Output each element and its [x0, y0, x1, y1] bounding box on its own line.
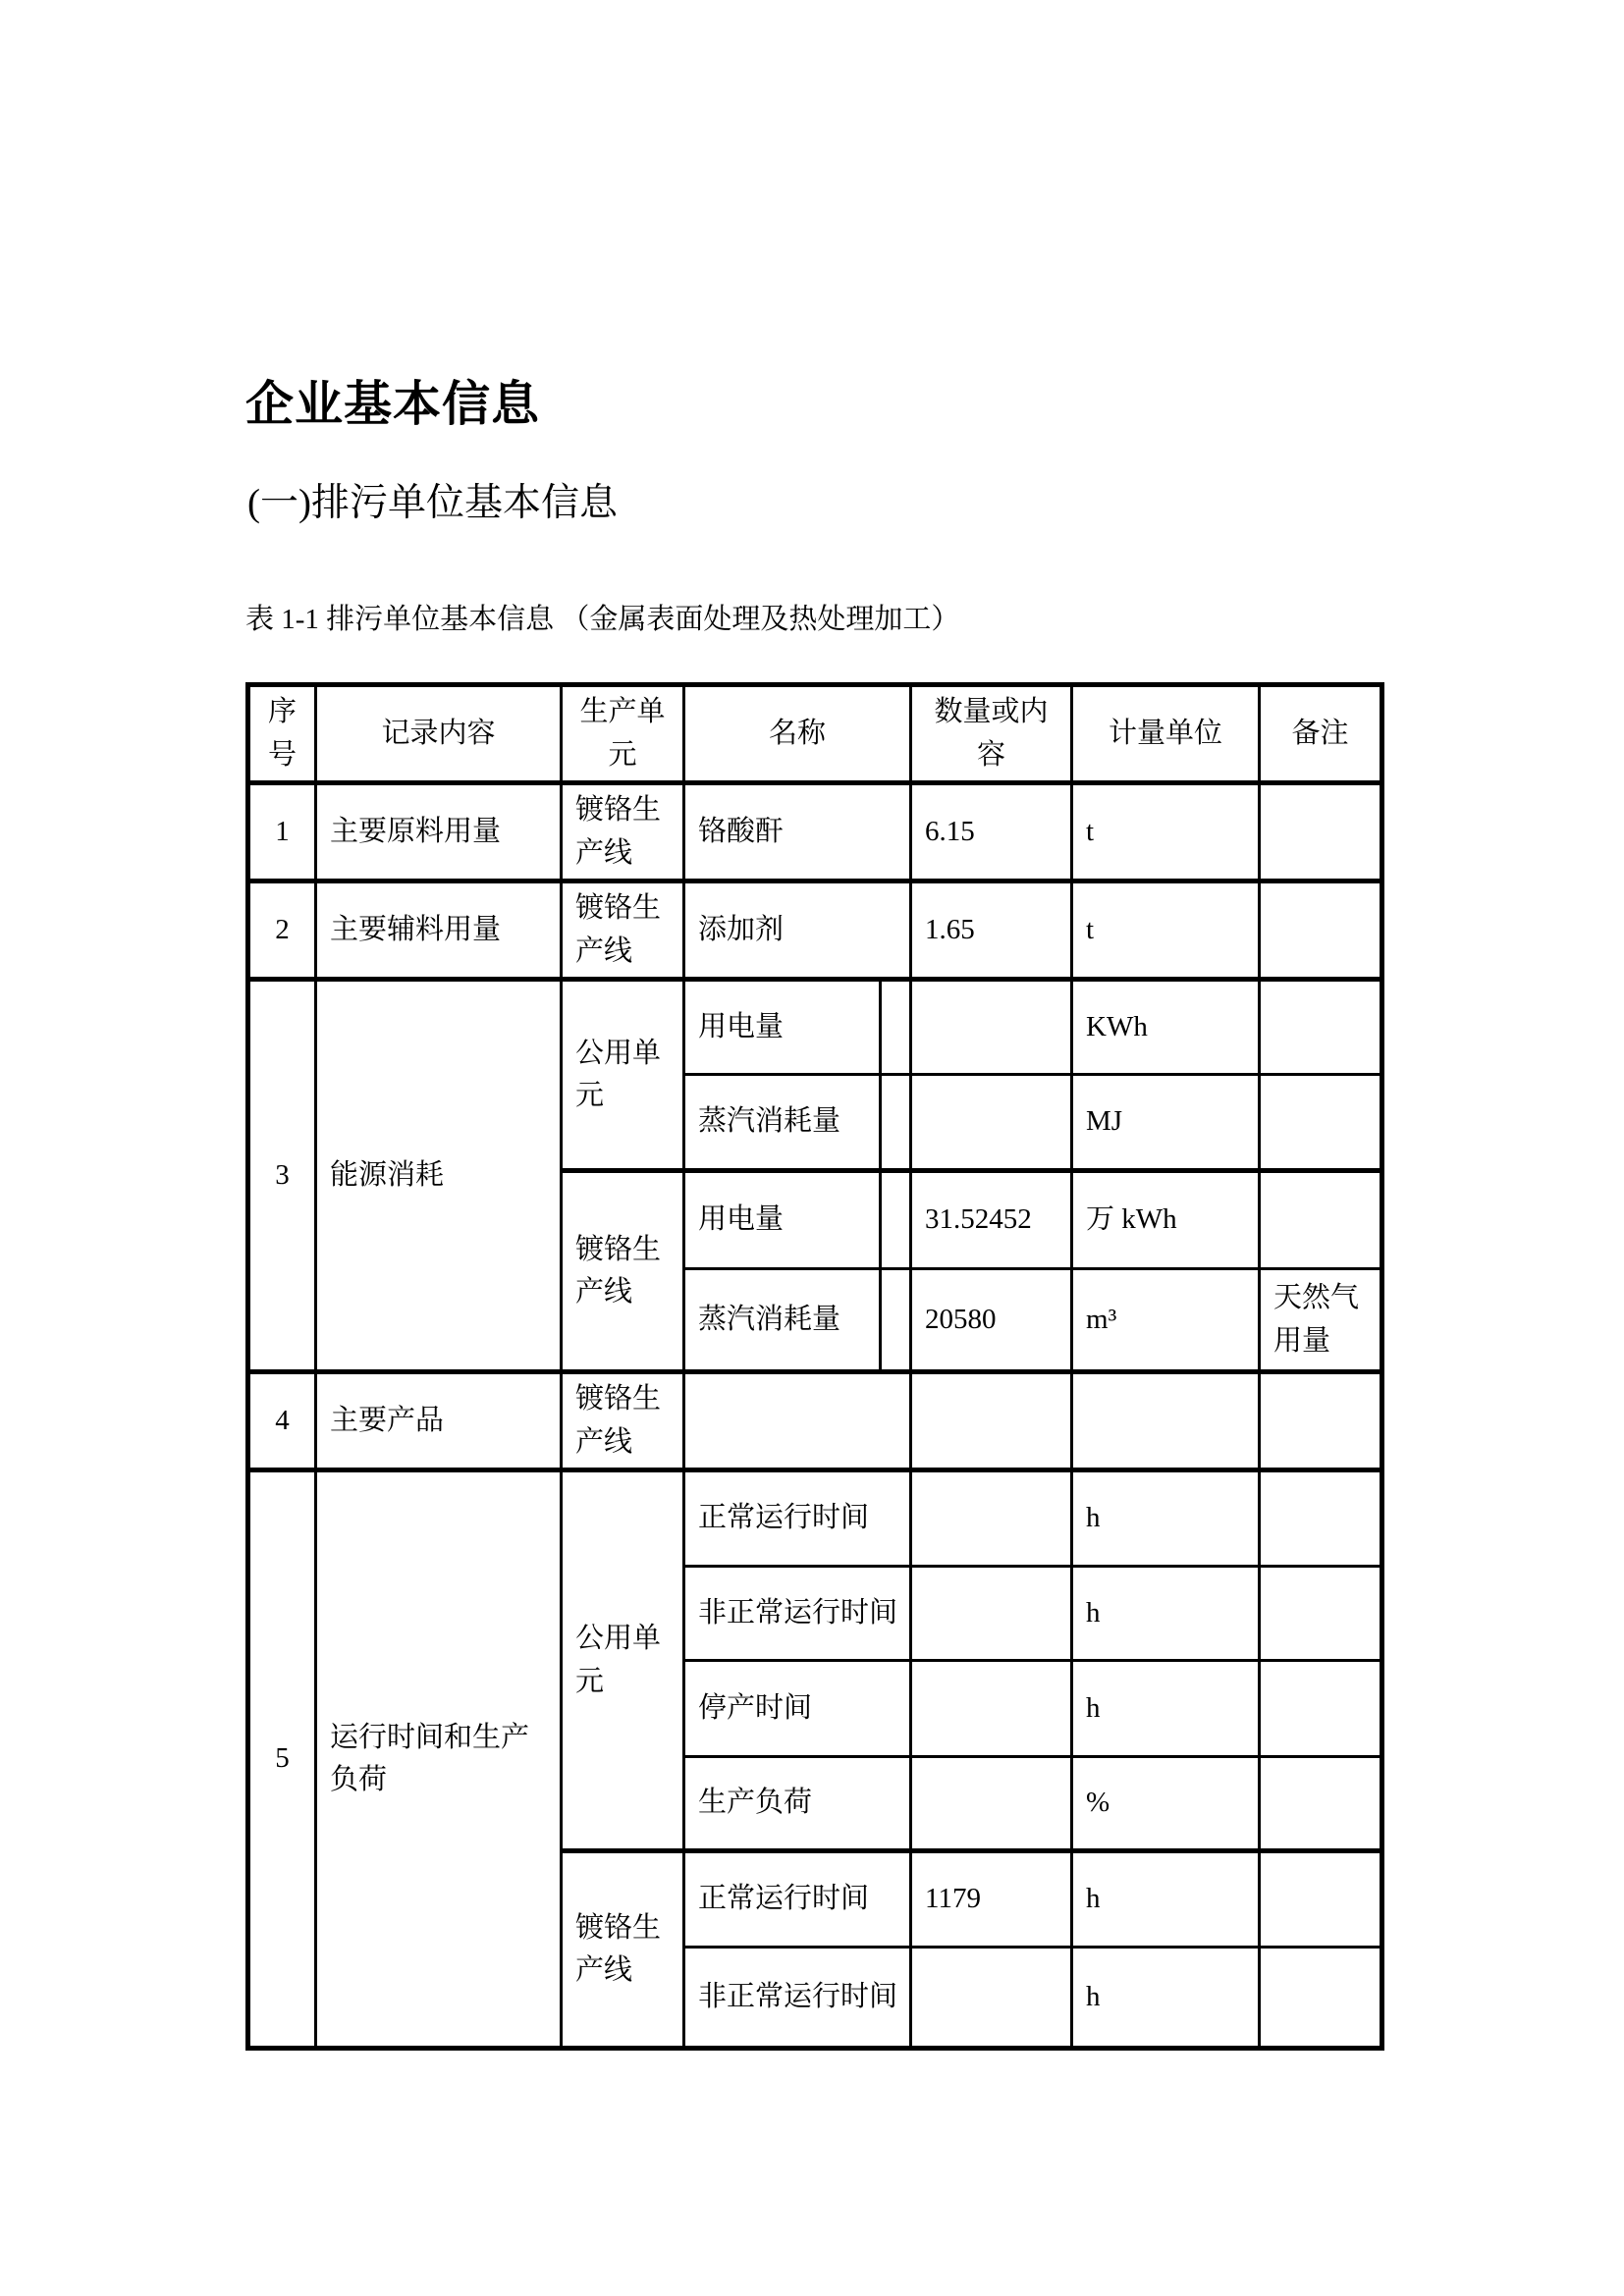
row3-group2-item2-measure-cell: m³ — [1072, 1269, 1260, 1372]
row3-group1-item1-name-cell: 用电量 — [684, 980, 881, 1075]
row1-content-cell: 主要原料用量 — [316, 783, 562, 881]
row4-measure-cell — [1072, 1372, 1260, 1470]
row4-name-cell — [684, 1372, 911, 1470]
row5-group1-item1-measure-cell: h — [1072, 1470, 1260, 1567]
table-row — [248, 881, 1382, 980]
header-cell-shengchan-danyuan — [562, 685, 684, 783]
row5-group2-item2-note-cell — [1260, 1948, 1382, 2049]
table-row — [248, 1372, 1382, 1470]
row2-content-cell: 主要辅料用量 — [316, 881, 562, 980]
row5-group1-item4-note-cell — [1260, 1757, 1382, 1851]
row5-group1-item3-name-cell: 停产时间 — [684, 1661, 911, 1757]
row5-group2-item1-note-cell — [1260, 1851, 1382, 1948]
header-cell-xuhao — [248, 685, 316, 783]
row3-group2-item2-name-subcell — [881, 1269, 911, 1372]
row3-group1-item2-qty-cell — [911, 1075, 1072, 1171]
header-label-shengchan-danyuan: 生产单元 — [579, 696, 666, 771]
row2-no-cell: 2 — [248, 881, 316, 980]
row5-no-cell: 5 — [248, 1470, 316, 2049]
row1-note-cell — [1260, 783, 1382, 881]
row1-unit-cell: 镀铬生产线 — [562, 783, 684, 881]
row5-group1-item4-measure-cell: % — [1072, 1757, 1260, 1851]
row3-group2-item2-qty-cell: 20580 — [911, 1269, 1072, 1372]
header-cell-mingcheng — [684, 685, 911, 783]
row4-unit-cell: 镀铬生产线 — [562, 1372, 684, 1470]
header-label-mingcheng: 名称 — [769, 717, 827, 749]
header-label-shuliang-huo-neirong: 数量或内容 — [934, 696, 1049, 771]
row5-group1-item4-name-cell: 生产负荷 — [684, 1757, 911, 1851]
row2-measure-cell: t — [1072, 881, 1260, 980]
row3-group1-unit-cell: 公用单元 — [562, 980, 684, 1171]
row5-content-cell: 运行时间和生产负荷 — [316, 1470, 562, 2049]
header-cell-beizhu — [1260, 685, 1382, 783]
row5-group2-item1-name-cell: 正常运行时间 — [684, 1851, 911, 1948]
row3-group1-item2-name-subcell — [881, 1075, 911, 1171]
row3-group2-item1-qty-cell: 31.52452 — [911, 1171, 1072, 1269]
row5-group1-item1-name-cell: 正常运行时间 — [684, 1470, 911, 1567]
row2-note-cell — [1260, 881, 1382, 980]
row5-group2-item2-qty-cell — [911, 1948, 1072, 2049]
row4-no-cell: 4 — [248, 1372, 316, 1470]
header-label-jiliang-danwei: 计量单位 — [1109, 717, 1223, 749]
row3-content-cell: 能源消耗 — [316, 980, 562, 1372]
row3-group2-item2-note-cell: 天然气用量 — [1260, 1269, 1382, 1372]
header-label-jilu-neirong: 记录内容 — [381, 717, 496, 749]
row5-group2-item1-measure-cell: h — [1072, 1851, 1260, 1948]
row3-no-cell: 3 — [248, 980, 316, 1372]
row4-note-cell — [1260, 1372, 1382, 1470]
row3-group2-item1-name-subcell — [881, 1171, 911, 1269]
page-title: 企业基本信息 — [245, 377, 541, 431]
table-row — [248, 1470, 1382, 1567]
row5-group2-item2-measure-cell: h — [1072, 1948, 1260, 2049]
row5-group2-item2-name-cell: 非正常运行时间 — [684, 1948, 911, 2049]
row3-group2-unit-cell: 镀铬生产线 — [562, 1171, 684, 1372]
row1-measure-cell: t — [1072, 783, 1260, 881]
row2-name-cell: 添加剂 — [684, 881, 911, 980]
row5-group1-item4-qty-cell — [911, 1757, 1072, 1851]
row5-group2-unit-cell: 镀铬生产线 — [562, 1851, 684, 2049]
header-cell-jilu-neirong — [316, 685, 562, 783]
table-caption: 表 1-1 排污单位基本信息 （金属表面处理及热处理加工） — [245, 604, 960, 635]
row3-group2-item1-measure-cell: 万 kWh — [1072, 1171, 1260, 1269]
row5-group1-item3-measure-cell: h — [1072, 1661, 1260, 1757]
row2-unit-cell: 镀铬生产线 — [562, 881, 684, 980]
row5-group1-item2-measure-cell: h — [1072, 1567, 1260, 1661]
row5-group1-item2-name-cell: 非正常运行时间 — [684, 1567, 911, 1661]
row5-group1-item2-qty-cell — [911, 1567, 1072, 1661]
row1-name-cell: 铬酸酐 — [684, 783, 911, 881]
header-label-xuhao: 序号 — [267, 696, 297, 771]
row5-group1-unit-cell: 公用单元 — [562, 1470, 684, 1851]
row3-group2-item2-name-cell: 蒸汽消耗量 — [684, 1269, 881, 1372]
row5-group1-item3-note-cell — [1260, 1661, 1382, 1757]
row5-group1-item1-note-cell — [1260, 1470, 1382, 1567]
row3-group2-item1-name-cell: 用电量 — [684, 1171, 881, 1269]
header-label-beizhu: 备注 — [1291, 717, 1349, 749]
row3-group1-item1-measure-cell: KWh — [1072, 980, 1260, 1075]
table-row — [248, 783, 1382, 881]
row3-group1-item2-measure-cell: MJ — [1072, 1075, 1260, 1171]
row1-no-cell: 1 — [248, 783, 316, 881]
row3-group1-item1-note-cell — [1260, 980, 1382, 1075]
row5-group1-item3-qty-cell — [911, 1661, 1072, 1757]
table-header-row — [248, 685, 1382, 783]
row3-group1-item2-note-cell — [1260, 1075, 1382, 1171]
row3-group2-item1-note-cell — [1260, 1171, 1382, 1269]
header-cell-jiliang-danwei — [1072, 685, 1260, 783]
table-row — [248, 980, 1382, 1075]
row5-group2-item1-qty-cell: 1179 — [911, 1851, 1072, 1948]
row1-qty-cell: 6.15 — [911, 783, 1072, 881]
row5-group1-item2-note-cell — [1260, 1567, 1382, 1661]
row3-group1-item2-name-cell: 蒸汽消耗量 — [684, 1075, 881, 1171]
section-heading: (一)排污单位基本信息 — [247, 482, 618, 524]
row4-qty-cell — [911, 1372, 1072, 1470]
header-cell-shuliang-huo-neirong — [911, 685, 1072, 783]
row2-qty-cell: 1.65 — [911, 881, 1072, 980]
row3-group1-item1-name-subcell — [881, 980, 911, 1075]
row5-group1-item1-qty-cell — [911, 1470, 1072, 1567]
row4-content-cell: 主要产品 — [316, 1372, 562, 1470]
row3-group1-item1-qty-cell — [911, 980, 1072, 1075]
basic-info-table — [245, 682, 1384, 2051]
